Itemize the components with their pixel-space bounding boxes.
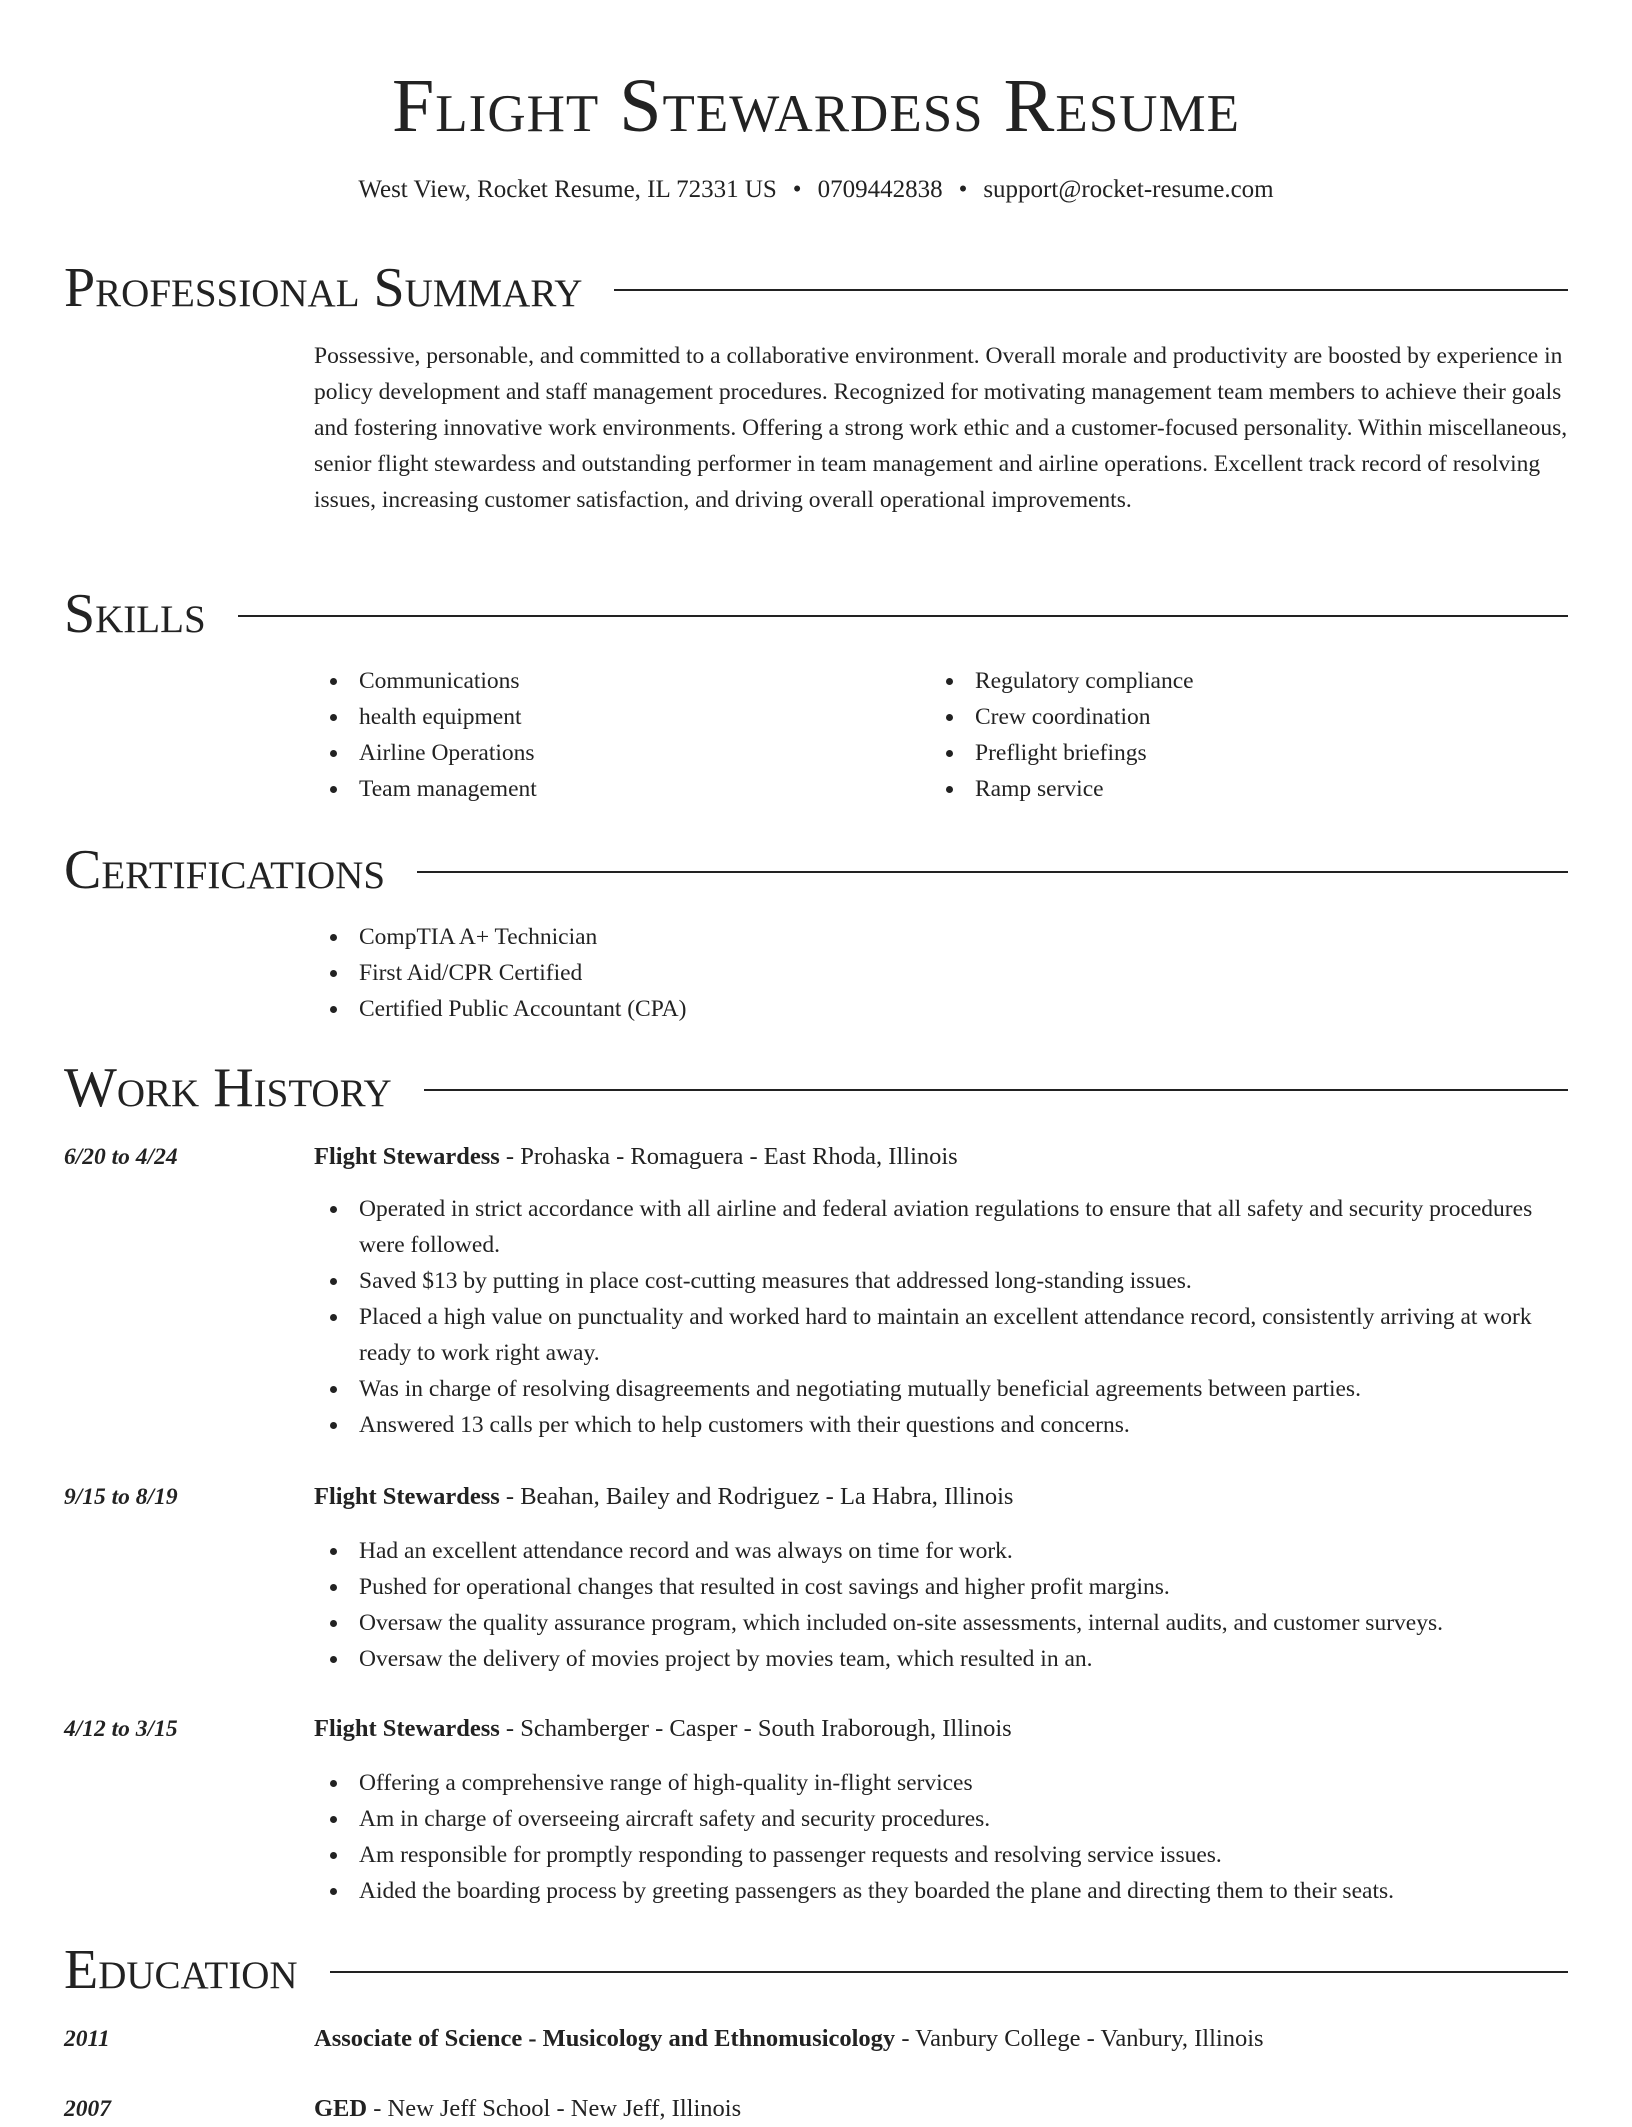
job-duties-list <box>314 1191 1568 1443</box>
job-duty: Had an excellent attendance record and was always on time for work. <box>314 1533 1568 1569</box>
job-duty: Answered 13 calls per which to help customers with their questions and concerns. <box>314 1407 1568 1443</box>
job-heading <box>314 1139 958 1175</box>
job-duty: Was in charge of resolving disagreements and negotiating mutually beneficial agreements between parties. <box>314 1371 1568 1407</box>
certifications-heading: Certifications <box>64 839 386 901</box>
skills-section-header <box>64 579 1568 649</box>
job-duty: Am in charge of overseeing aircraft safety and security procedures. <box>314 1801 1568 1837</box>
job-employer: - Schamberger - Casper - South Iraborough, Illinois <box>499 1715 1012 1742</box>
job-duty: Operated in strict accordance with all airline and federal aviation regulations to ensure that all safety and security procedures were followed. <box>314 1191 1568 1263</box>
job-title: Flight Stewardess <box>314 1143 500 1170</box>
education-heading-line <box>314 2091 741 2127</box>
education-school: - Vanbury College - Vanbury, Illinois <box>895 2025 1264 2052</box>
job-duty: Oversaw the delivery of movies project by movies team, which resulted in an. <box>314 1641 1568 1677</box>
education-section-header <box>64 1935 1568 2005</box>
skill-item: Ramp service <box>930 771 1490 807</box>
education-heading-line <box>314 2021 1264 2057</box>
skill-item: Communications <box>314 663 874 699</box>
skills-list-right <box>930 663 1490 807</box>
resume-title: Flight Stewardess Resume <box>392 64 1240 148</box>
skills-column-left <box>314 663 874 807</box>
job-duty: Am responsible for promptly responding to passenger requests and resolving service issues. <box>314 1837 1568 1873</box>
skill-item: health equipment <box>314 699 874 735</box>
job-duty: Placed a high value on punctuality and worked hard to maintain an excellent attendance record, consistently arriving at work ready to work right away. <box>314 1299 1568 1371</box>
job-dates: 4/12 to 3/15 <box>64 1716 178 1742</box>
job-duty: Aided the boarding process by greeting passengers as they boarded the plane and directing them to their seats. <box>314 1873 1568 1909</box>
job-title: Flight Stewardess <box>314 1483 500 1510</box>
work-history-heading: Work History <box>64 1057 392 1119</box>
education-degree: Associate of Science - Musicology and Ethnomusicology <box>314 2025 896 2052</box>
job-duty: Offering a comprehensive range of high-quality in-flight services <box>314 1765 1568 1801</box>
contact-line <box>0 172 1632 208</box>
skill-item: Crew coordination <box>930 699 1490 735</box>
skills-column-right <box>930 663 1490 807</box>
skill-item: Preflight briefings <box>930 735 1490 771</box>
skills-heading: Skills <box>64 583 206 645</box>
contact-address: West View, Rocket Resume, IL 72331 US <box>358 176 777 203</box>
job-employer: - Prohaska - Romaguera - East Rhoda, Illinois <box>499 1143 958 1170</box>
job-duties-list <box>314 1533 1568 1677</box>
education-degree: GED <box>314 2095 368 2122</box>
job-duty: Oversaw the quality assurance program, which included on-site assessments, internal audits, and customer surveys. <box>314 1605 1568 1641</box>
education-year: 2007 <box>64 2096 111 2122</box>
section-divider <box>424 1089 1568 1091</box>
education-year: 2011 <box>64 2026 110 2052</box>
education-heading: Education <box>64 1939 298 2001</box>
certifications-list <box>314 919 1214 1027</box>
contact-phone: 0709442838 <box>817 176 943 203</box>
contact-separator: • <box>958 176 968 203</box>
summary-section-header <box>64 253 1568 323</box>
job-dates: 9/15 to 8/19 <box>64 1484 178 1510</box>
job-dates: 6/20 to 4/24 <box>64 1144 178 1170</box>
contact-email: support@rocket-resume.com <box>983 176 1274 203</box>
certification-item: First Aid/CPR Certified <box>314 955 1214 991</box>
contact-separator: • <box>792 176 802 203</box>
work-history-section-header <box>64 1053 1568 1123</box>
job-duties-list <box>314 1765 1568 1909</box>
section-divider <box>614 289 1568 291</box>
skills-list-left <box>314 663 874 807</box>
section-divider <box>238 615 1568 617</box>
skill-item: Regulatory compliance <box>930 663 1490 699</box>
education-school: - New Jeff School - New Jeff, Illinois <box>367 2095 742 2122</box>
job-duty: Pushed for operational changes that resulted in cost savings and higher profit margins. <box>314 1569 1568 1605</box>
section-divider <box>417 871 1568 873</box>
job-heading <box>314 1711 1012 1747</box>
job-title: Flight Stewardess <box>314 1715 500 1742</box>
certifications-section-header <box>64 835 1568 905</box>
skill-item: Team management <box>314 771 874 807</box>
certification-item: Certified Public Accountant (CPA) <box>314 991 1214 1027</box>
job-employer: - Beahan, Bailey and Rodriguez - La Habra, Illinois <box>499 1483 1014 1510</box>
certifications-block <box>314 919 1214 1027</box>
certification-item: CompTIA A+ Technician <box>314 919 1214 955</box>
job-heading <box>314 1479 1013 1515</box>
summary-text: Possessive, personable, and committed to a collaborative environment. Overall morale and productivity are boosted by experience in policy development and staff management procedures. Recognized for motivating management team members to achieve their goals and fostering innovative work environments. Offering a strong work ethic and a customer-focused personality. Within miscellaneous, senior flight stewardess and outstanding performer in team management and airline operations. Excellent track record of resolving issues, increasing customer satisfaction, and driving overall operational improvements. <box>314 343 1568 513</box>
summary-heading: Professional Summary <box>64 257 583 319</box>
section-divider <box>330 1971 1568 1973</box>
job-duty: Saved $13 by putting in place cost-cutting measures that addressed long-standing issues. <box>314 1263 1568 1299</box>
skill-item: Airline Operations <box>314 735 874 771</box>
